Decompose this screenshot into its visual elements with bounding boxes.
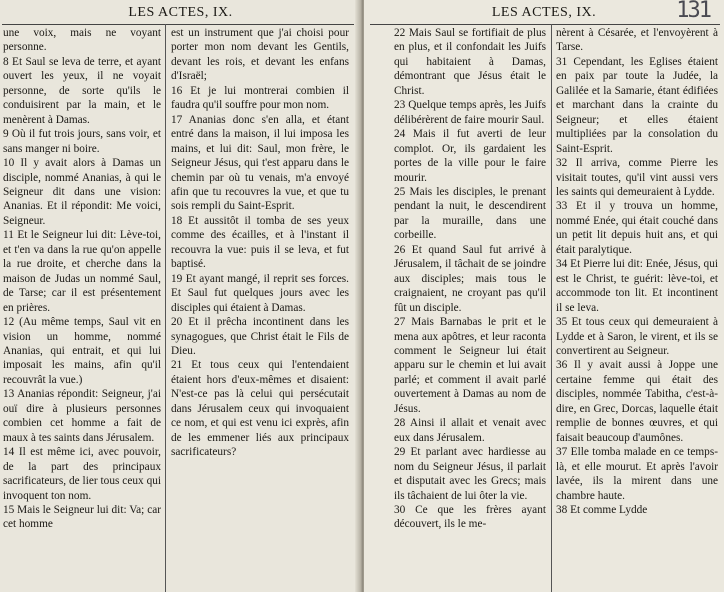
- right-page-column-1: [394, 26, 546, 592]
- paragraph: 9 Où il fut trois jours, sans voir, et sans manger ni boire.: [3, 128, 161, 155]
- paragraph: 37 Elle tomba malade en ce temps-là, et elle mourut. Et après l'avoir lavée, ils la mirent dans une chambre haute.: [556, 446, 718, 502]
- paragraph: 14 Il est même ici, avec pouvoir, de la part des principaux sacrificateurs, de lier tous ceux qui invoquent ton nom.: [3, 446, 161, 502]
- paragraph: 16 Et je lui montrerai combien il faudra qu'il souffre pour mon nom.: [171, 84, 349, 112]
- paragraph: 25 Mais les disciples, le prenant pendant la nuit, le descendirent par la muraille, dans une corbeille.: [394, 185, 546, 242]
- paragraph: 17 Ananias donc s'en alla, et étant entré dans la maison, il lui imposa les mains, et lui dit: Saul, mon frère, le Seigneur Jésus, qui t'est apparu dans le chemin par où tu venais, m'a envoyé afin que tu recouvres la vue, et que tu sois rempli du Saint-Esprit.: [171, 113, 349, 213]
- header-rule-right: [370, 24, 720, 25]
- paragraph: 11 Et le Seigneur lui dit: Lève-toi, et t'en va dans la rue qu'on appelle la rue droite, et cherche dans la maison de Judas un nommé Saul, de Tarse; car il est présentement en prières.: [3, 229, 161, 314]
- paragraph: 19 Et ayant mangé, il reprit ses forces. Et Saul fut quelques jours avec les disciples qui étaient à Damas.: [171, 272, 349, 314]
- paragraph: 29 Et parlant avec hardiesse au nom du Seigneur Jésus, il parlait et disputait avec les Grecs; mais ils tâchaient de lui ôter la vie.: [394, 446, 546, 502]
- paragraph: 36 Il y avait aussi à Joppe une certaine femme qui était des disciples, nommée Tabitha, c'est-à-dire, en Grec, Dorcas, laquelle était remplie de bonnes œuvres, et qui faisait beaucoup d'aumônes.: [556, 359, 718, 444]
- header-rule-left: [2, 24, 354, 25]
- paragraph: 34 Et Pierre lui dit: Enée, Jésus, qui est le Christ, te guérit: lève-toi, et accommode ton lit. Et incontinent il se leva.: [556, 258, 718, 314]
- paragraph: 24 Mais il fut averti de leur complot. Or, ils gardaient les portes de la ville pour le faire mourir.: [394, 128, 546, 184]
- paragraph: 33 Et il y trouva un homme, nommé Enée, qui était couché dans un petit lit depuis huit ans, et qui était paralytique.: [556, 200, 718, 256]
- paragraph: 26 Et quand Saul fut arrivé à Jérusalem, il tâchait de se joindre aux disciples; mais tous le craignaient, ne croyant pas qu'il fût un disciple.: [394, 243, 546, 314]
- paragraph: 21 Et tous ceux qui l'entendaient étaient hors d'eux-mêmes et disaient: N'est-ce pas là celui qui persécutait dans Jérusalem ceux qui invoquaient ce nom, et qui est venu ici exprès, afin de les emmener liés aux principaux sacrificateurs?: [171, 359, 349, 459]
- running-head-left: LES ACTES, IX.: [128, 5, 233, 20]
- right-page: [364, 0, 724, 592]
- paragraph: 20 Et il prêcha incontinent dans les synagogues, que Christ était le Fils de Dieu.: [171, 316, 349, 357]
- paragraph: 15 Mais le Seigneur lui dit: Va; car cet homme: [3, 503, 161, 531]
- left-page-column-2: [171, 26, 349, 592]
- paragraph: 10 Il y avait alors à Damas un disciple, nommé Ananias, à qui le Seigneur dit dans une vision: Ananias. Et il répondit: Me voici, Seigneur.: [3, 157, 161, 227]
- paragraph: nèrent à Césarée, et l'envoyèrent à Tarse.: [556, 27, 718, 54]
- paragraph: 38 Et comme Lydde: [556, 503, 648, 516]
- column-divider-left: [165, 24, 166, 592]
- left-page-column-1: [3, 26, 161, 592]
- paragraph: une voix, mais ne voyant personne.: [3, 27, 161, 54]
- paragraph: 23 Quelque temps après, les Juifs délibérèrent de faire mourir Saul.: [394, 99, 546, 126]
- paragraph: 35 Et tous ceux qui demeuraient à Lydde et à Saron, le virent, et ils se convertirent au Seigneur.: [556, 316, 718, 357]
- paragraph: est un instrument que j'ai choisi pour porter mon nom devant les Gentils, devant les rois, et devant les enfans d'Israël;: [171, 27, 349, 83]
- paragraph: 31 Cependant, les Eglises étaient en paix par toute la Judée, la Galilée et la Samarie, étant édifiées et marchant dans la crainte du Seigneur; et elles étaient multipliées par la consolation du Saint-Esprit.: [556, 55, 718, 155]
- paragraph: 32 Il arriva, comme Pierre les visitait toutes, qu'il vint aussi vers les saints qui demeuraient à Lydde.: [556, 157, 718, 198]
- column-divider-right: [551, 24, 552, 592]
- left-page: [0, 0, 361, 592]
- paragraph: 18 Et aussitôt il tomba de ses yeux comme des écailles, et à l'instant il recouvra la vue: puis il se leva, et fut baptisé.: [171, 214, 349, 271]
- paragraph: 12 (Au même temps, Saul vit en vision un homme, nommé Ananias, qui entrait, et qui lui imposait les mains, afin qu'il recouvrât la vue.): [3, 316, 161, 386]
- right-page-column-2: [556, 26, 718, 592]
- running-head-right: LES ACTES, IX.: [491, 5, 597, 20]
- handwritten-folio-number: 131: [676, 0, 710, 23]
- paragraph: 22 Mais Saul se fortifiait de plus en plus, et il confondait les Juifs qui habitaient à Damas, démontrant que Jésus était le Christ.: [394, 27, 546, 97]
- paragraph: 8 Et Saul se leva de terre, et ayant ouvert les yeux, il ne voyait personne, de sorte qu'ils le conduisirent par la main, et le menèrent à Damas.: [3, 55, 161, 126]
- paragraph: 28 Ainsi il allait et venait avec eux dans Jérusalem.: [394, 417, 546, 444]
- paragraph: 27 Mais Barnabas le prit et le mena aux apôtres, et leur raconta comment le Seigneur lui était apparu sur le chemin et lui avait parlé; et comment il avait parlé ouvertement à Damas au nom de Jésus.: [394, 316, 546, 415]
- paragraph: 30 Ce que les frères ayant découvert, ils le me-: [394, 503, 546, 531]
- paragraph: 13 Ananias répondit: Seigneur, j'ai ouï dire à plusieurs personnes combien cet homme a fait de maux à tes saints dans Jérusalem.: [3, 388, 161, 444]
